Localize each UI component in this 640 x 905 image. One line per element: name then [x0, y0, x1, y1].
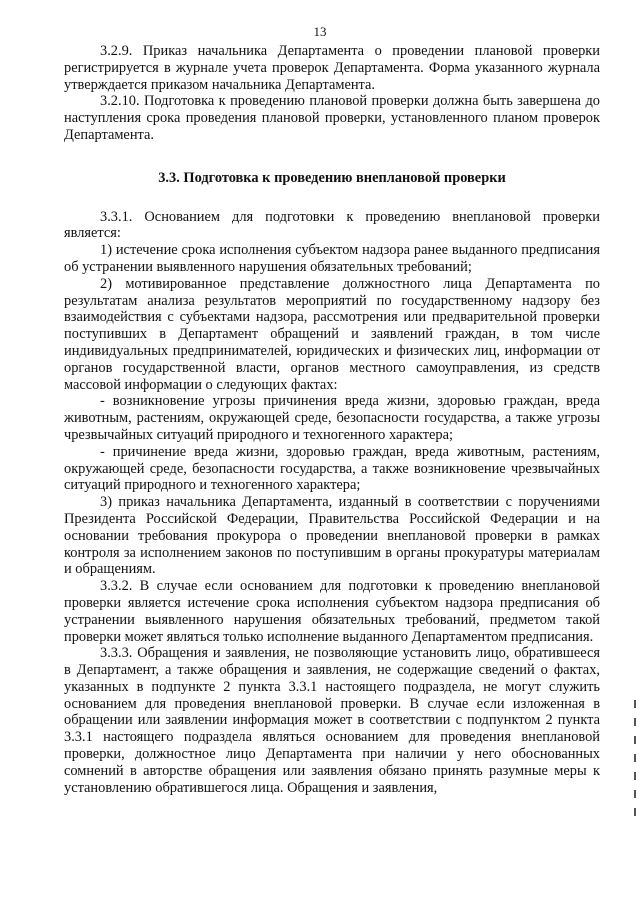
document-body: [64, 43, 600, 796]
scan-edge-marks: [632, 700, 638, 850]
list-item-2: 2) мотивированное представление должностного лица Департамента по результатам анализа результатов мероприятий по государственному надзору без взаимодействия с субъектами надзора, рассмотрения или предварительной проверки поступивших в Департамент обращений и заявлений граждан, в том числе индивидуальных предпринимателей, юридических и физических лиц, информации от органов государственной власти, органов местного самоуправления, из средств массовой информации о следующих фактах:: [64, 275, 600, 393]
list-subitem-harm: - причинение вреда жизни, здоровью граждан, вреда животным, растениям, окружающей среде, безопасности государства, а также возникновение чрезвычайных ситуаций природного и техногенного характера;: [64, 443, 600, 494]
list-subitem-threat: - возникновение угрозы причинения вреда жизни, здоровью граждан, вреда животным, растениям, окружающей среде, безопасности государства, а также угрозы чрезвычайных ситуаций природного и техногенного характера;: [64, 393, 600, 443]
section-heading: 3.3. Подготовка к проведению внеплановой проверки: [158, 169, 506, 186]
paragraph-3-2-10: 3.2.10. Подготовка к проведению плановой проверки должна быть завершена до наступления срока проведения плановой проверки, установленного планом проверок Департамента.: [64, 93, 600, 143]
list-item-1: 1) истечение срока исполнения субъектом надзора ранее выданного предписания об устранении выявленного нарушения обязательных требований;: [64, 242, 600, 275]
paragraph-3-3-3: 3.3.3. Обращения и заявления, не позволяющие установить лицо, обратившееся в Департамент, а также обращения и заявления, не содержащие сведений о фактах, указанных в подпункте 2 пункта 3.3.1 настоящего подраздела, не могут служить основанием для проведения внеплановой проверки. В случае если изложенная в обращении или заявлении информация может в соответствии с подпунктом 2 пункта 3.3.1 настоящего подраздела являться основанием для проведения внеплановой проверки, должностное лицо Департамента при наличии у него обоснованных сомнений в авторстве обращения или заявления обязано принять разумные меры к установлению обратившегося лица. Обращения и заявления,: [64, 645, 600, 796]
paragraph-3-3-2: 3.3.2. В случае если основанием для подготовки к проведению внеплановой проверки является истечение срока исполнения субъектом надзора предписания об устранении выявленного нарушения обязательных требований, предметом такой проверки может являться только исполнение выданного Департаментом предписания.: [64, 578, 600, 645]
list-item-3: 3) приказ начальника Департамента, изданный в соответствии с поручениями Президента Российской Федерации, Правительства Российской Федерации и на основании требования прокурора о проведении внеплановой проверки в рамках контроля за исполнением законов по поступившим в органы прокуратуры материалам и обращениям.: [64, 494, 600, 578]
paragraph-3-3-1: 3.3.1. Основанием для подготовки к проведению внеплановой проверки является:: [64, 208, 600, 242]
paragraph-3-2-9: 3.2.9. Приказ начальника Департамента о проведении плановой проверки регистрируется в журнале учета проверок Департамента. Форма указанного журнала утверждается приказом начальника Департамента.: [64, 43, 600, 93]
page-number: 13: [313, 24, 327, 39]
